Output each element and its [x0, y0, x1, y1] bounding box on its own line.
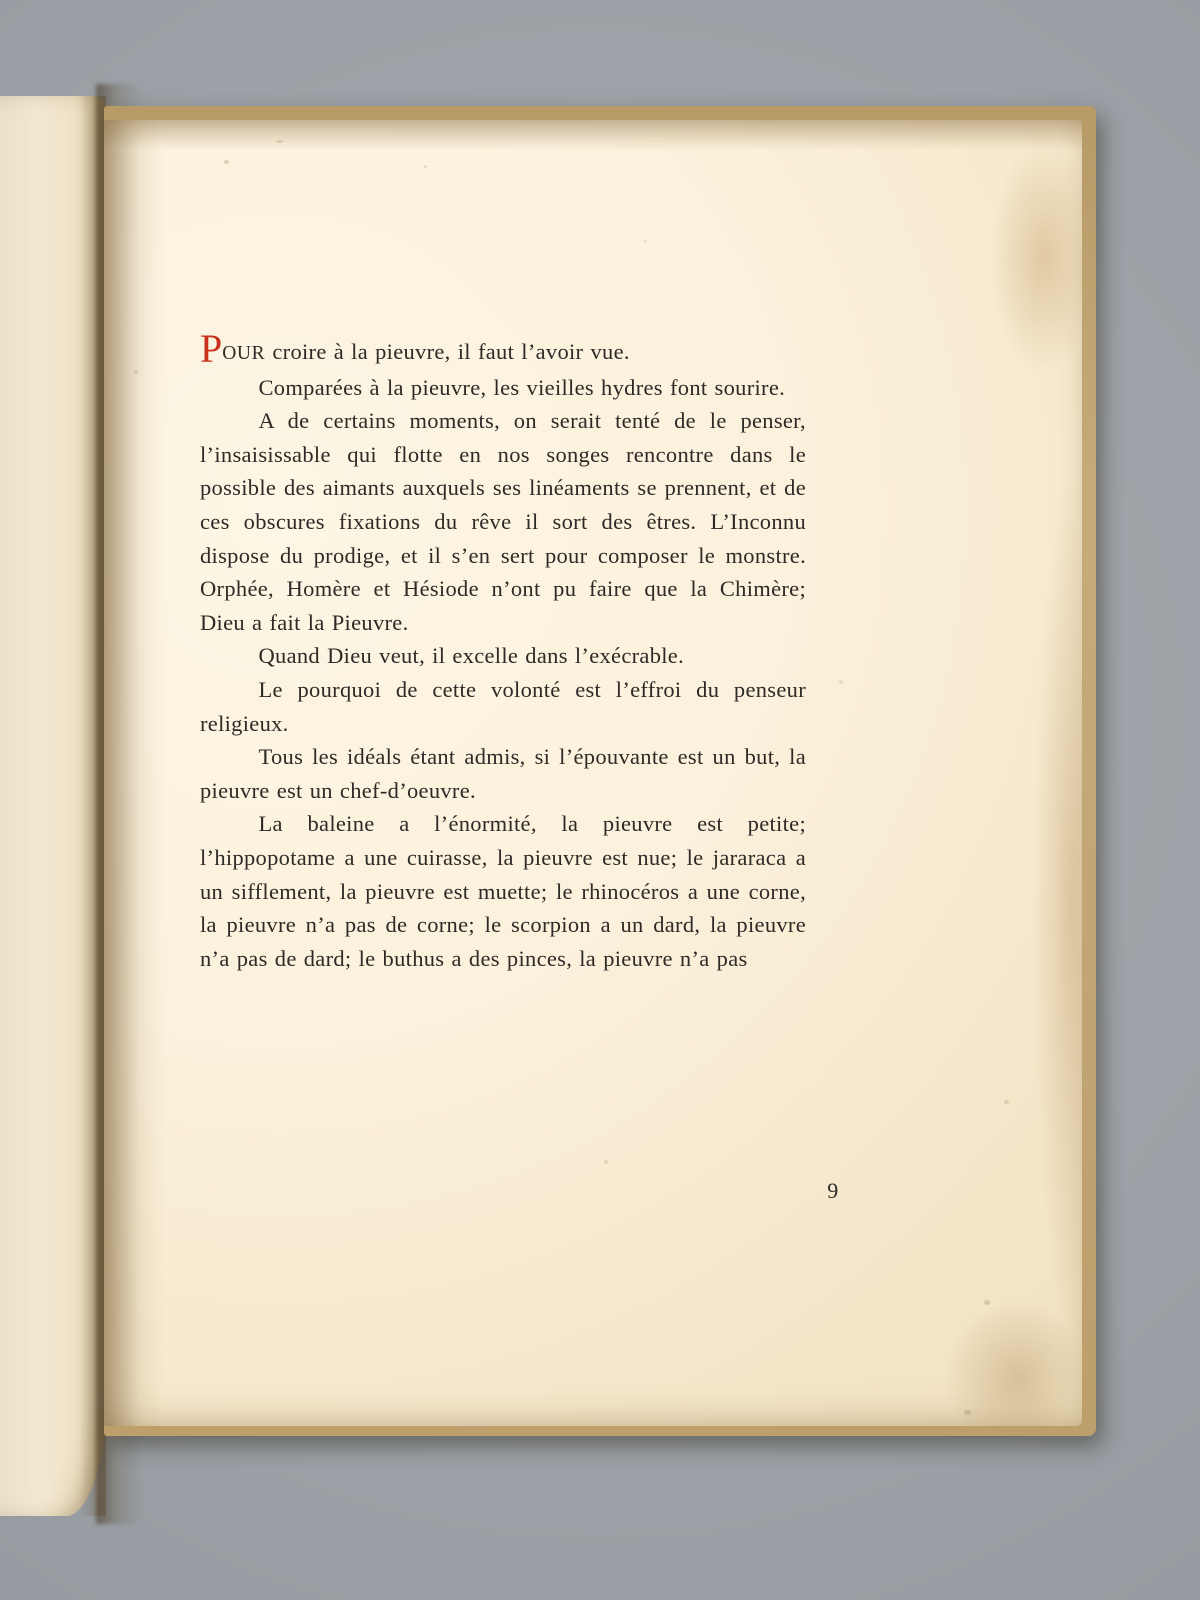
page-surface — [104, 120, 1082, 1426]
paper-speck — [1004, 1100, 1009, 1104]
paper-speck — [984, 1300, 990, 1305]
page-number-value: 9 — [827, 1178, 839, 1203]
paragraph-4: Quand Dieu veut, il excelle dans l’exécrable. — [258, 643, 685, 669]
opening-smallcaps: OUR — [222, 343, 266, 364]
paper-speck — [964, 1410, 971, 1415]
paper-speck — [839, 680, 843, 684]
paper-speck — [276, 140, 283, 143]
paragraph-1 — [200, 326, 806, 371]
drop-cap: P — [200, 326, 223, 371]
gutter-shading — [104, 120, 164, 1426]
paragraph-7: La baleine a l’énormité, la pieuvre est petite; l’hippopotame a une cuirasse, la pieuvre est nue; le jararaca a un sifflement, la pieuvre est muette; le rhinocéros a une corne, la pieuvre n’a pas de corne; le scorpion a un dard, la pieuvre n’a pas de dard; le buthus a des pinces, la pieuvre n’a pas — [200, 811, 806, 971]
paper-speck — [644, 240, 647, 243]
left-page-verso — [0, 96, 106, 1516]
paper-speck — [134, 370, 138, 374]
right-page-recto — [104, 106, 1096, 1436]
paragraph-2: Comparées à la pieuvre, les vieilles hydres font sourire. — [258, 374, 786, 400]
page-number — [104, 1178, 1082, 1204]
paper-speck — [424, 165, 427, 168]
paragraph-3: A de certains moments, on serait tenté de le penser, l’insaisissable qui flotte en nos songes rencontre dans le possible des aimants auxquels ses linéaments se prennent, et de ces obscures fixations du rêve il sort des êtres. L’Inconnu dispose du prodige, et il s’en sert pour composer le monstre. Orphée, Homère et Hésiode n’ont pu faire que la Chimère; Dieu a fait la Pieuvre. — [200, 408, 806, 635]
body-text — [200, 326, 806, 975]
paragraph-1-text: croire à la pieuvre, il faut l’avoir vue. — [265, 339, 630, 364]
paragraph-6: Tous les idéals étant admis, si l’épouvante est un but, la pieuvre est un chef-d’oeuvre. — [200, 744, 806, 803]
paragraph-5: Le pourquoi de cette volonté est l’effroi du penseur religieux. — [200, 676, 806, 736]
paper-speck — [224, 160, 229, 164]
paper-speck — [604, 1160, 608, 1164]
